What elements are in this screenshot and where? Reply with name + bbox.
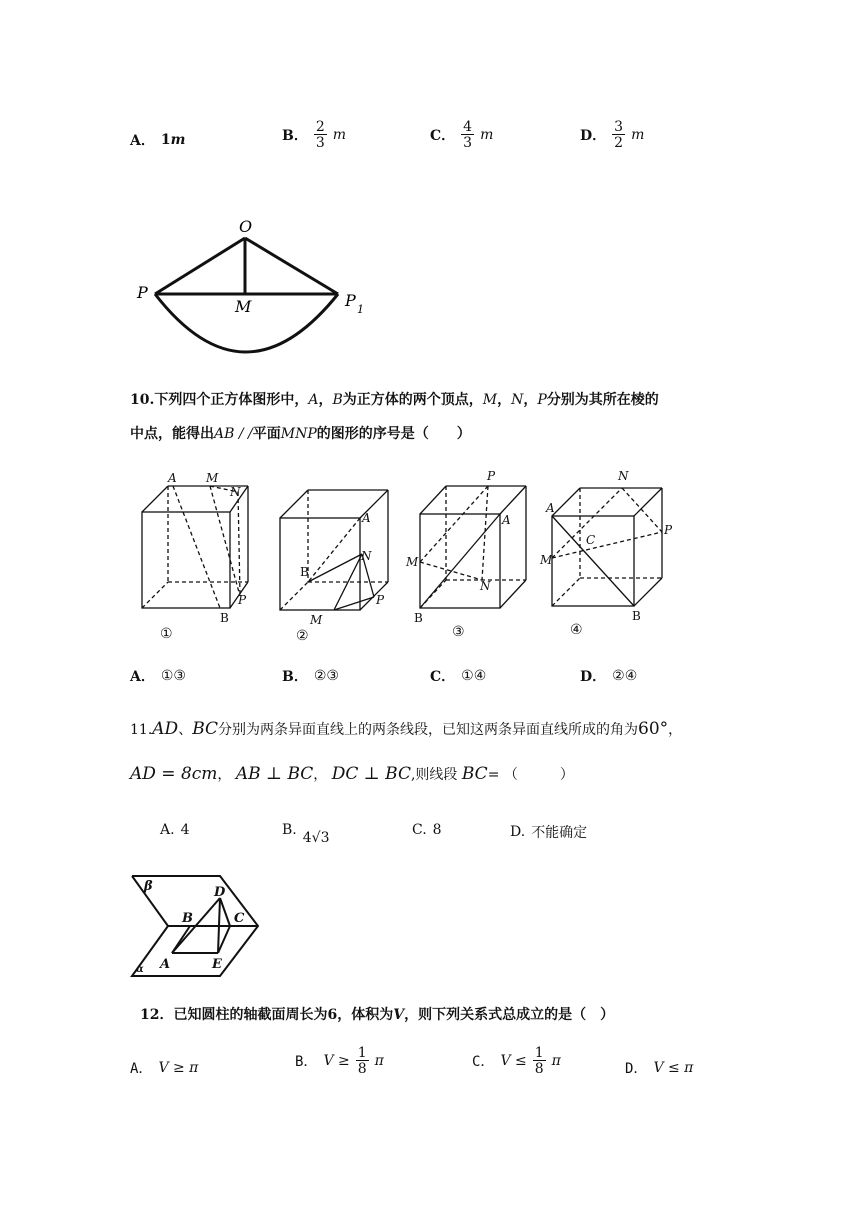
cube2-number: ② (296, 628, 309, 644)
fraction: $\frac{3}{2}$ (614, 119, 624, 151)
label-m: M (235, 297, 252, 316)
label-b: B (182, 911, 193, 926)
cube3-label-p: P (487, 469, 496, 483)
q12-option-c: C． V ≤ $\frac{1}{8}$ π (472, 1045, 561, 1077)
q11-option-b: B. 4√3 (282, 822, 330, 846)
cube1-label-n: N (230, 485, 241, 499)
cube4-label-c: C (586, 533, 596, 547)
q11-planes-figure (130, 868, 280, 983)
cube2-label-b: B (300, 565, 309, 579)
segment-dc (220, 898, 230, 926)
q12-option-d: D． V ≤ π (625, 1060, 694, 1077)
cube2-label-p: P (376, 593, 385, 607)
cube1-label-p: P (238, 593, 247, 607)
q10-option-b: B． ②③ (282, 668, 339, 685)
cube4-label-b: B (632, 609, 641, 623)
cube-3 (420, 486, 526, 608)
cube4-number: ④ (570, 622, 583, 638)
cube1-label-a: A (168, 471, 177, 485)
label-p1-subscript: 1 (357, 303, 364, 316)
q10-option-d: D． ②④ (580, 668, 638, 685)
cube2-label-m: M (310, 613, 323, 627)
cube3-label-b: B (414, 611, 423, 625)
cube3-label-m: M (406, 555, 419, 569)
q10-option-a: A． ①③ (130, 668, 186, 685)
q10-stem-line1: 10.下列四个正方体图形中，A，B为正方体的两个顶点，M，N，P分别为其所在棱的 (130, 392, 659, 408)
cube-4 (552, 488, 662, 606)
label-a: A (160, 957, 171, 972)
label-alpha: α (136, 964, 144, 975)
q9-option-d: D． $\frac{3}{2}$ m (580, 119, 645, 151)
q11-option-d: D. 不能确定 (510, 824, 588, 841)
q10-option-c: C． ①④ (430, 668, 487, 685)
label-p: P (137, 283, 148, 302)
segment-op1 (245, 238, 338, 294)
cube1-label-m: M (206, 471, 219, 485)
cube1-number: ① (160, 626, 173, 642)
q10-cube-figures (130, 462, 690, 652)
label-e: E (212, 957, 222, 972)
q11-stem-line1: 11.AD、BC分别为两条异面直线上的两条线段，已知这两条异面直线所成的角为60°， (130, 719, 683, 739)
q12-option-b: B． V ≥ $\frac{1}{8}$ π (295, 1045, 384, 1077)
cube4-label-a: A (546, 501, 555, 515)
fraction: $\frac{2}{3}$ (315, 119, 325, 151)
cube3-number: ③ (452, 624, 465, 640)
cube4-label-p: P (664, 523, 673, 537)
label-c: C (234, 911, 245, 926)
q12-option-a: A． V ≥ π (130, 1060, 199, 1077)
fraction: $\frac{1}{8}$ (357, 1045, 367, 1077)
q11-option-c: C. 8 (412, 822, 442, 838)
label-beta: β (144, 879, 153, 894)
segment-de (218, 898, 220, 953)
label-o: O (239, 217, 253, 236)
q9-sector-figure (135, 210, 375, 355)
segment-op (155, 238, 245, 294)
cube2-label-a: A (362, 511, 371, 525)
cube3-label-n: N (480, 579, 491, 593)
q12-stem: 12．已知圆柱的轴截面周长为6，体积为V，则下列关系式总成立的是（ ） (140, 1007, 615, 1023)
label-p1: P (345, 291, 356, 310)
label-d: D (214, 885, 226, 900)
cube1-label-b: B (220, 611, 229, 625)
cube3-label-a: A (502, 513, 511, 527)
q11-option-a: A. 4 (160, 822, 190, 838)
q9-option-a: A． 1 m (130, 132, 186, 149)
cube2-label-n: N (361, 549, 372, 563)
cube4-label-m: M (540, 553, 553, 567)
q9-option-b: B． $\frac{2}{3}$ m (282, 119, 347, 151)
fraction: $\frac{1}{8}$ (534, 1045, 544, 1077)
q10-stem-line2: 中点，能得出AB / /平面MNP的图形的序号是（ ） (130, 426, 471, 442)
cube-2 (280, 490, 388, 610)
cube4-label-n: N (618, 469, 629, 483)
fraction: $\frac{4}{3}$ (463, 119, 473, 151)
q11-stem-line2: AD = 8cm， AB ⊥ BC， DC ⊥ BC,则线段 BC= （ ） (130, 764, 574, 784)
q9-option-c: C． $\frac{4}{3}$ m (430, 119, 494, 151)
cube-1 (142, 486, 248, 608)
